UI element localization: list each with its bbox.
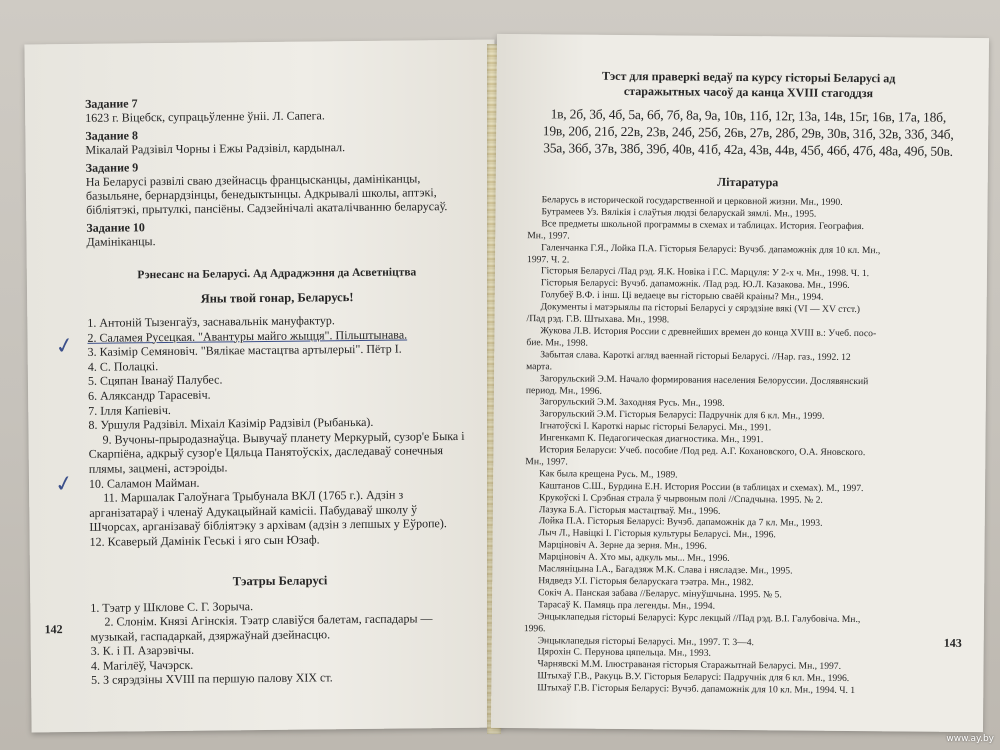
list-item: 5. Сцяпан Іванаў Палубес. [87, 372, 223, 389]
list-item: 12. Ксаверый Дамінік Геські і яго сын Юзаф. [89, 532, 320, 549]
literature-item: Загорульский Э.М. Заходняя Русь. Мн., 1998. [539, 396, 725, 410]
literature-item: Загорульский Э.М. Гісторыя Беларусі: Падручнік для 6 кл. Мн., 1999. [539, 408, 825, 423]
literature-item: Лазука Б.А. Гісторыя мастацтваў. Мн., 1996. [538, 503, 721, 517]
literature-item: Гісторыя Беларусі /Пад рэд. Я.К. Новіка і Г.С. Марцуля: У 2-х ч. Мн., 1998. Ч. 1. [540, 265, 870, 280]
page-number: 143 [943, 635, 962, 650]
task-8 [85, 126, 465, 157]
subsection-title: Яны твой гонар, Беларусь! [200, 290, 354, 306]
literature-item: Чарнявскі М.М. Ілюстраваная гісторыя Старажытнай Беларусі. Мн., 1997. [537, 658, 842, 673]
literature-item: Как была крещена Русь. М., 1989. [539, 468, 678, 481]
literature-item: Галенчанка Г.Я., Лойка П.А. Гісторыя Беларусі: Вучэб. дапаможнік для 10 кл. Мн., [541, 241, 881, 256]
test-title: старажытных часоў да канца XVIII стагоддзя [623, 83, 874, 101]
task-title: Задание 10 [86, 220, 145, 235]
right-page-content [523, 68, 968, 698]
task-9 [86, 158, 467, 217]
list-item: 6. Аляксандр Тарасевіч. [88, 387, 211, 403]
task-title: Задание 8 [85, 128, 139, 143]
task-title: Задание 7 [84, 96, 138, 111]
left-page-content [85, 94, 471, 688]
test-answers: 35а, 36б, 37в, 38б, 39б, 40в, 41б, 42а, 43в, 44в, 45б, 46б, 47б, 48а, 49б, 50в. [543, 140, 953, 159]
left-page [24, 40, 501, 733]
literature-item: Бутрамеев Уз. Вялікія і слаўтыя людзі беларускай зямлі. Мн., 1995. [541, 206, 817, 220]
task-7 [85, 94, 465, 125]
pen-checkmark-icon: ✓ [53, 332, 77, 361]
literature-item: Лыч Л., Навіцкі І. Гісторыя культуры Беларусі. Мн., 1996. [538, 527, 776, 541]
task-10 [86, 218, 466, 249]
literature-item: Забытая слава. Кароткі агляд ваеннай гісторыі Беларусі. //Нар. газ., 1992. 12 [540, 349, 851, 363]
watermark: www.ay.by [946, 734, 994, 744]
right-page [491, 34, 989, 732]
literature-item: Голубеў В.Ф. і інш. Ці ведаеце вы гісторыю сваёй краіны? Мн., 1994. [540, 289, 824, 303]
literature-item: Мн., 1997. [527, 229, 570, 242]
literature-item: Штыхаў Г.В., Ракуць В.У. Гісторыя Беларусі: Падручнік для 6 кл. Мн., 1996. [537, 670, 850, 685]
pen-checkmark-icon: ✓ [52, 470, 76, 499]
list-item: 11. Маршалак Галоўнага Трыбунала ВКЛ (1765 г.). Адзін з арганізатараў і членаў Адукацыйнай камісіі. Пабудаваў школу ў Шчорсах, арганізаваў бібліятэку з архівам (адзін з лепшых у Еўропе). [89, 487, 447, 535]
task-text: 1623 г. Віцебск, супрацьўленне ўніі. Л. Сапега. [85, 108, 325, 125]
list-item: 1. Антоній Тызенгаўз, заснавальнік мануфактур. [87, 313, 335, 330]
literature-item: Мн., 1997. [525, 456, 568, 468]
literature-item: Ігнатоўскі І. Кароткі нарыс гісторыі Беларусі. Мн., 1991. [539, 420, 772, 434]
literature-list [523, 194, 967, 698]
theatre-title: Тэатры Беларусі [232, 572, 328, 588]
literature-item: Сокіч А. Панская забава //Беларус. мінуўшчына. 1995. № 5. [538, 587, 782, 601]
literature-item: бие. Мн., 1998. [526, 337, 588, 349]
literature-item: Энцыклапедыя гісторыі Беларусі. Мн., 1997. Т. 3—4. [537, 634, 754, 648]
literature-item: период. Мн., 1996. [525, 384, 602, 397]
literature-item: Гісторыя Беларусі: Вучэб. дапаможнік. /Пад рэд. Ю.Л. Казакова. Мн., 1996. [540, 277, 850, 292]
literature-item: Жукова Л.В. История России с древнейших времен до конца XVIII в.: Учеб. посо- [540, 325, 877, 340]
literature-item: Ингенкамп К. Педагогическая диагностика. Мн., 1991. [539, 432, 764, 446]
literature-item: Нядведз У.І. Гісторыя беларускага тэатра. Мн., 1982. [538, 575, 754, 589]
literature-item: марта. [526, 360, 553, 373]
list-item: 2. Саламея Русецкая. "Авантуры майго жыцця". Пільштынава. [87, 327, 408, 345]
literature-item: 1996. [523, 622, 546, 634]
literature-item: Энцыклапедыя гісторыі Беларусі: Курс лекцый //Пад рэд. В.І. Галубовіча. Мн., [537, 610, 861, 625]
literature-item: /Пад рэд. Г.В. Штыхава. Мн., 1998. [526, 313, 670, 326]
list-item: 1. Тэатр у Шклове С. Г. Зорыча. [90, 598, 254, 615]
literature-item: Крукоўскі І. Срэбная страла ў чырвоным полі //Спадчына. 1995. № 2. [538, 491, 823, 506]
literature-item: Документы і матэрыялы па гісторыі Беларусі у сярэдзіне вякі (VI — XV стст.) [540, 301, 861, 316]
list-item: 3. Казімір Семяновіч. "Вялікае мастацтва артылерыі". Пётр І. [87, 341, 402, 360]
section-title: Рэнесанс на Беларусі. Ад Адраджэння да Асветніцтва [137, 266, 417, 282]
literature-item: Лойка П.А. Гісторыя Беларусі: Вучэб. дапаможнік да 7 кл. Мн., 1993. [538, 515, 823, 530]
literature-item: Цярохін С. Перунова цяпельца. Мн., 1993. [537, 646, 711, 660]
list-item: 3. К. і П. Азарэвічы. [90, 643, 195, 659]
test-title: Тэст для праверкі ведаў па курсу гісторыі Беларусі ад [601, 68, 896, 86]
literature-item: 1997. Ч. 2. [527, 253, 570, 266]
notables-list [87, 312, 469, 549]
literature-item: История Беларуси: Учеб. пособие /Под ред. А.Г. Кохановского, О.А. Яновского. [539, 444, 866, 459]
literature-item: Загорульский Э.М. Начало формирования населения Белоруссии. Дослявянский [539, 372, 869, 387]
task-title: Задание 9 [85, 160, 139, 175]
list-item: 10. Саламон Майман. [88, 475, 200, 491]
literature-item: Каштанов С.Ш., Бурдина Е.Н. История России (в таблицах и схемах). М., 1997. [539, 480, 864, 494]
list-item: 9. Вучоны-прыродазнаўца. Вывучаў планету Меркурый, сузор'е Быка і Скарпіёна, адкрыў сузор'е Цяльца Панятоўскіх, даследаваў сонечныя плямы, зацмені, астэроіды. [88, 428, 465, 476]
literature-title: Літаратура [717, 174, 779, 190]
literature-item: Тарасаў К. Памяць пра легенды. Мн., 1994. [538, 599, 716, 612]
test-answers: 1в, 2б, 3б, 4б, 5а, 6б, 7б, 8а, 9а, 10в, 11б, 12г, 13а, 14в, 15г, 16в, 17а, 18б, [550, 106, 947, 125]
literature-item: Штыхаў Г.В. Гісторыя Беларусі: Вучэб. дапаможнік для 10 кл. Мн., 1994. Ч. 1 [537, 682, 856, 697]
list-item: 4. Магілёў, Чачэрск. [90, 657, 194, 673]
literature-item: Все предметы школьной программы в схемах и таблицах. История. География. [541, 218, 864, 232]
literature-item: Марціновіч А. Зерне да зерня. Мн., 1996. [538, 539, 707, 552]
literature-item: Масляніцына І.А., Багадзяж М.К. Слава і нясладзе. Мн., 1995. [538, 563, 793, 577]
test-answers: 19в, 20б, 21б, 22в, 23в, 24б, 25б, 26в, 27в, 28б, 29в, 30в, 31б, 32в, 33б, 34б, [542, 123, 954, 142]
task-text: На Беларусі развілі сваю дзейнасць францысканцы, дамінiканцы, базыльяне, бернардзінцы, бенедыктынцы. Адкрывалі школы, аптэкі, бібліятэкі, прытулкі, пансіёны. Садзейнічалі акаталічванню беларусаў. [85, 171, 448, 217]
list-item: 4. С. Полацкі. [87, 358, 159, 374]
task-text: Дамінiканцы. [86, 234, 156, 249]
theatre-list [90, 596, 471, 688]
list-item: 7. Ілля Капіевіч. [88, 402, 171, 418]
list-item: 5. З сярэдзіны XVIII па першую палову XIX ст. [90, 670, 333, 688]
list-item: 8. Уршуля Радзівіл. Міхаіл Казімір Радзівіл (Рыбанька). [88, 415, 374, 432]
literature-item: Беларусь в исторической государственной и церковной жизни. Мн., 1990. [541, 194, 843, 208]
literature-item: Марціновіч А. Хто мы, адкуль мы... Мн., 1996. [538, 551, 730, 565]
page-number: 142 [44, 622, 63, 637]
task-text: Мікалай Радзівіл Чорны і Ежы Радзівіл, кардынал. [85, 140, 346, 157]
list-item: 2. Слонім. Князі Агінскія. Тэатр славіўся балетам, гаспадары — музыкай, гаспадаркай, дзяржаўнай дзейнасцю. [90, 611, 433, 644]
